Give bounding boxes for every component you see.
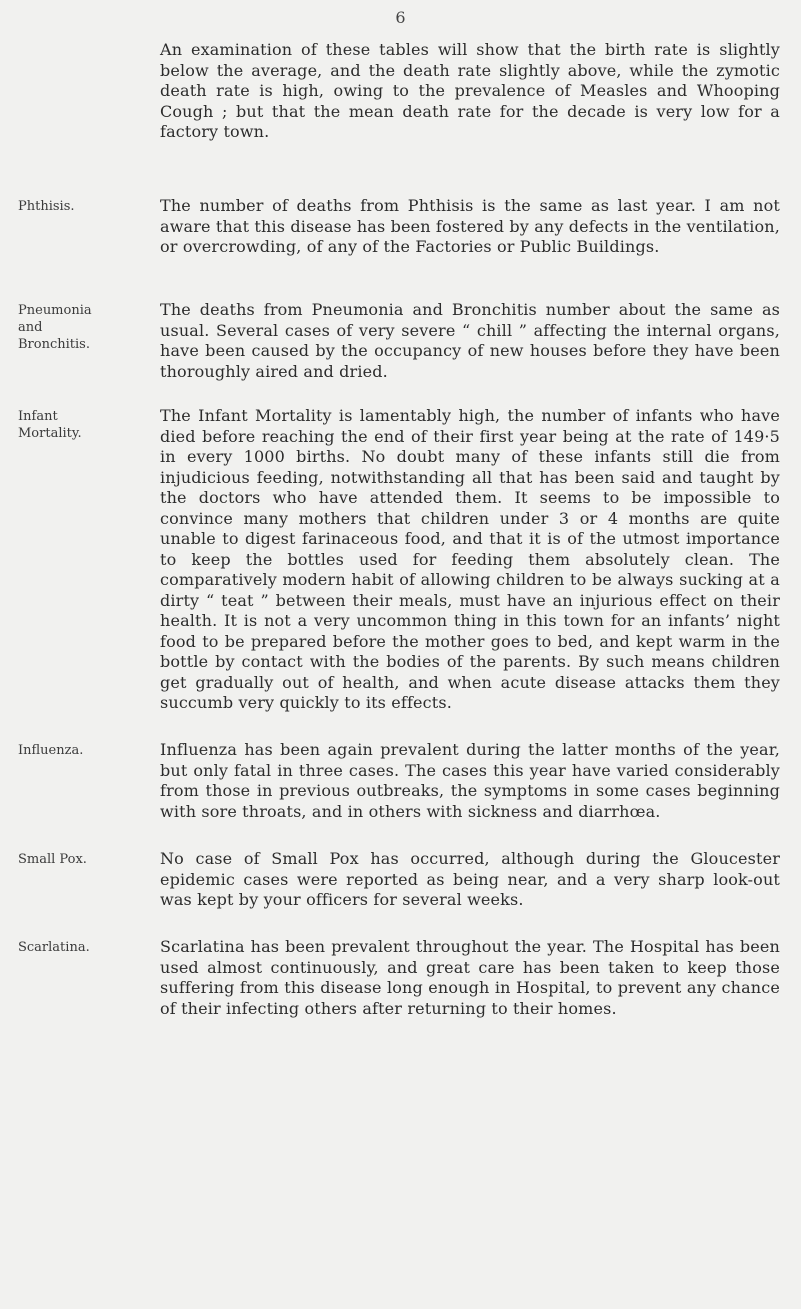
margin-label-small-pox: Small Pox. xyxy=(18,852,87,867)
page-number: 6 xyxy=(395,8,406,27)
paragraph-influenza: Influenza has been again prevalent during the latter months of the year, but only fatal in three cases. The cases this year have varied considerably from those in previous outbreaks, the symptoms in some cases beginning with sore throats, and in others with sickness and diarrhœa. xyxy=(160,740,780,821)
margin-label-influenza: Influenza. xyxy=(18,743,84,758)
paragraph-pneumonia-bronchitis: The deaths from Pneumonia and Bronchitis number about the same as usual. Several cases of very severe “ chill ” affecting the internal organs, have been caused by the occupancy of new houses before they have been thoroughly aired and dried. xyxy=(160,300,780,381)
paragraph-scarlatina: Scarlatina has been prevalent throughout the year. The Hospital has been used almost continuously, and great care has been taken to keep those suffering from this disease long enough in Hospital, to prevent any chance of their infecting others after returning to their homes. xyxy=(160,937,780,1018)
paragraph-small-pox: No case of Small Pox has occurred, although during the Gloucester epidemic cases were reported as being near, and a very sharp look-out was kept by your officers for several weeks. xyxy=(160,849,780,909)
paragraph-infant-mortality: The Infant Mortality is lamentably high, the number of infants who have died before reaching the end of their first year being at the rate of 149·5 in every 1000 births. No doubt many of these infants still die from injudicious feeding, notwithstanding all that has been said and taught by the doctors who have attended them. It seems to be impossible to convince many mothers that children under 3 or 4 months are quite unable to digest farinaceous food, and that it is of the utmost importance to keep the bottles used for feeding them absolutely clean. The comparatively modern habit of allowing children to be always sucking at a dirty “ teat ” between their meals, must have an injurious effect on their health. It is not a very uncommon thing in this town for an infants’ night food to be prepared before the mother goes to bed, and kept warm in the bottle by contact with the bodies of the parents. By such means children get gradually out of health, and when acute disease attacks them they succumb very quickly to its effects. xyxy=(160,406,780,712)
margin-label-infant-mortality: Infant Mortality. xyxy=(18,409,82,441)
paragraph-phthisis: The number of deaths from Phthisis is the same as last year. I am not aware that this disease has been fostered by any defects in the ventilation, or overcrowding, of any of the Factories or Public Buildings. xyxy=(160,196,780,256)
margin-label-phthisis: Phthisis. xyxy=(18,199,75,214)
margin-label-pneumonia-bronchitis: Pneumonia and Bronchitis. xyxy=(18,303,92,352)
intro-paragraph: An examination of these tables will show that the birth rate is slightly below the average, and the death rate slightly above, while the zymotic death rate is high, owing to the prevalence of Measles and Whooping Cough ; but that the mean death rate for the decade is very low for a factory town. xyxy=(160,40,780,141)
margin-label-scarlatina: Scarlatina. xyxy=(18,940,90,955)
